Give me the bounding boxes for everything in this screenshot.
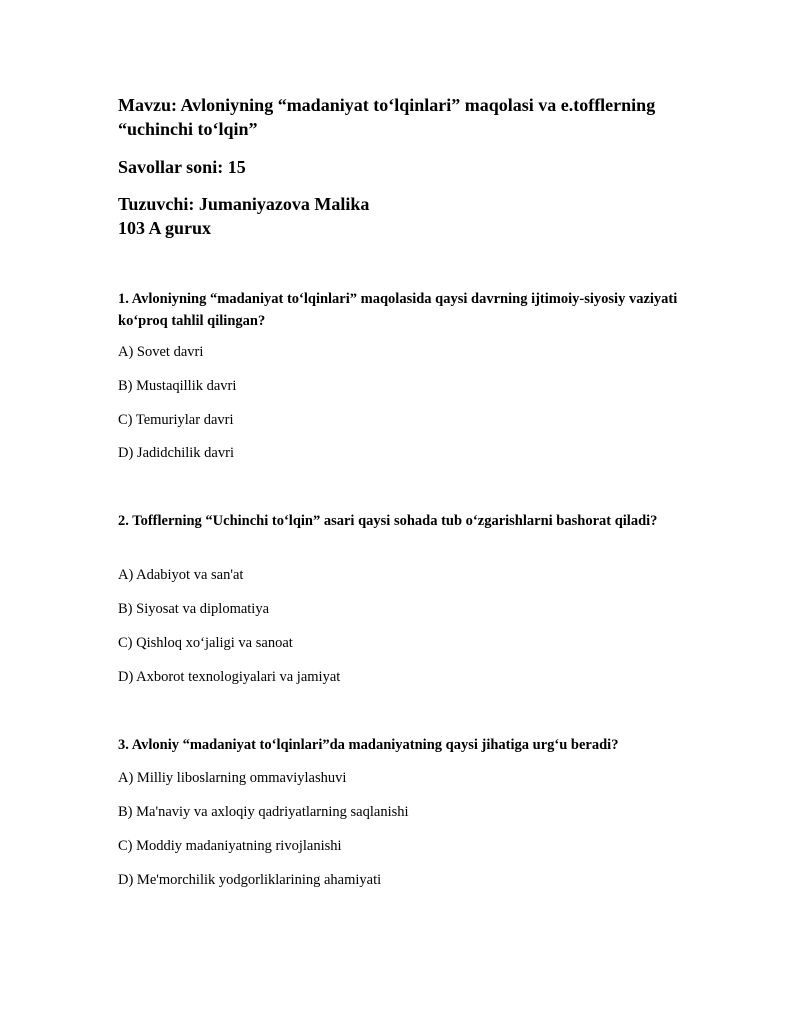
question-3 <box>118 734 698 756</box>
question-1-option-d: D) Jadidchilik davri <box>118 445 234 461</box>
document-title: Mavzu: Avloniyning “madaniyat to‘lqinlari” maqolasi va e.tofflerning “uchinchi to‘lqin” <box>118 95 656 139</box>
group-name: 103 A gurux <box>118 218 212 238</box>
question-2-option-b: B) Siyosat va diplomatiya <box>118 601 270 617</box>
question-2-option-d: D) Axborot texnologiyalari va jamiyat <box>118 669 341 685</box>
question-1-option-c: C) Temuriylar davri <box>118 412 234 428</box>
question-text: 1. Avloniyning “madaniyat to‘lqinlari” maqolasida qaysi davrning ijtimoiy-siyosiy vaziyati ko‘proq tahlil qilingan? <box>118 291 678 329</box>
question-text: 2. Tofflerning “Uchinchi to‘lqin” asari qaysi sohada tub o‘zgarishlarni bashorat qiladi? <box>118 513 658 529</box>
question-3-option-a: A) Milliy liboslarning ommaviylashuvi <box>118 770 347 786</box>
question-3-option-c: C) Moddiy madaniyatning rivojlanishi <box>118 838 342 854</box>
author-block <box>118 192 369 240</box>
question-text: 3. Avloniy “madaniyat to‘lqinlari”da madaniyatning qaysi jihatiga urg‘u beradi? <box>118 737 619 753</box>
question-count: Savollar soni: 15 <box>118 157 246 177</box>
question-1-option-a: A) Sovet davri <box>118 344 204 360</box>
question-3-option-d: D) Me'morchilik yodgorliklarining ahamiyati <box>118 872 382 888</box>
question-3-option-b: B) Ma'naviy va axloqiy qadriyatlarning saqlanishi <box>118 804 409 820</box>
question-1-option-b: B) Mustaqillik davri <box>118 378 237 394</box>
question-2-option-c: C) Qishloq xo‘jaligi va sanoat <box>118 635 293 651</box>
question-2-option-a: A) Adabiyot va san'at <box>118 567 244 583</box>
author-name: Tuzuvchi: Jumaniyazova Malika <box>118 194 370 214</box>
question-2 <box>118 510 698 532</box>
question-1 <box>118 288 698 332</box>
